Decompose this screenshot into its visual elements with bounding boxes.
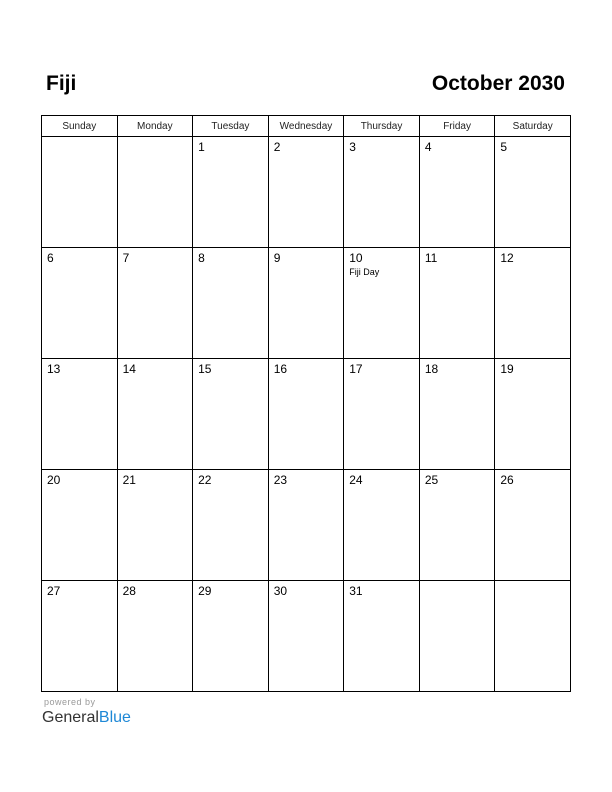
day-number: 28 [122, 584, 136, 598]
brand-logo[interactable] [42, 708, 131, 728]
weekday-saturday: Saturday [495, 116, 571, 137]
day-cell-content [495, 359, 570, 376]
day-number: 1 [198, 140, 205, 154]
day-number: 27 [47, 584, 61, 598]
day-number: 8 [198, 251, 205, 265]
day-cell-content [420, 581, 495, 584]
week-row [42, 137, 571, 248]
day-number: 19 [500, 362, 514, 376]
day-cell-content [42, 470, 117, 487]
day-cell [268, 581, 344, 692]
day-cell [344, 248, 420, 359]
day-cell [268, 470, 344, 581]
day-number: 30 [273, 584, 288, 598]
day-cell-content [269, 248, 344, 265]
day-cell-content [344, 137, 419, 154]
day-number: 13 [47, 362, 61, 376]
day-cell [117, 359, 193, 470]
day-cell [495, 359, 571, 470]
day-number: 16 [273, 362, 288, 376]
day-number: 15 [198, 362, 212, 376]
day-number: 4 [424, 140, 432, 154]
day-cell-content [269, 581, 344, 598]
day-cell-content [344, 359, 419, 376]
week-row [42, 581, 571, 692]
day-cell-content [344, 470, 419, 487]
day-cell [193, 470, 269, 581]
day-number: 7 [122, 251, 130, 265]
day-cell-content [495, 581, 570, 584]
day-cell-content [344, 248, 419, 278]
day-cell [495, 137, 571, 248]
day-cell [193, 137, 269, 248]
day-number: 17 [349, 362, 363, 376]
day-cell [419, 359, 495, 470]
day-cell-content [344, 581, 419, 598]
day-cell [193, 248, 269, 359]
day-cell [419, 470, 495, 581]
day-cell [42, 359, 118, 470]
weekday-thursday: Thursday [344, 116, 420, 137]
weekday-monday: Monday [117, 116, 193, 137]
day-cell [117, 137, 193, 248]
day-cell [117, 470, 193, 581]
week-row [42, 248, 571, 359]
day-cell-content [269, 359, 344, 376]
day-cell-content [193, 470, 268, 487]
day-cell [344, 581, 420, 692]
day-number: 25 [424, 473, 439, 487]
day-cell [268, 137, 344, 248]
weekday-sunday: Sunday [42, 116, 118, 137]
day-cell-content [193, 248, 268, 265]
day-number: 29 [198, 584, 212, 598]
day-number: 23 [273, 473, 288, 487]
day-cell-content [269, 137, 344, 154]
day-cell-content [118, 470, 193, 487]
day-number: 12 [500, 251, 514, 265]
day-number: 22 [198, 473, 212, 487]
day-number: 9 [273, 251, 281, 265]
country-title: Fiji [46, 72, 77, 95]
day-cell-content [118, 581, 193, 598]
day-cell-content [193, 137, 268, 154]
day-cell [344, 359, 420, 470]
day-cell-content [420, 470, 495, 487]
day-cell [42, 248, 118, 359]
day-cell-content [420, 248, 495, 265]
day-cell [495, 248, 571, 359]
brand-blue-text: Blue [98, 709, 131, 726]
day-cell [419, 137, 495, 248]
day-number: 6 [47, 251, 54, 265]
day-cell [193, 359, 269, 470]
brand-general-text: General [42, 709, 99, 726]
day-cell [117, 248, 193, 359]
weekday-header-row [42, 116, 571, 137]
day-number: 11 [424, 251, 438, 265]
day-number: 31 [349, 584, 363, 598]
powered-by-text: powered by [44, 697, 96, 707]
day-cell [268, 359, 344, 470]
day-cell [268, 248, 344, 359]
day-cell-content [118, 137, 193, 140]
day-cell-content [118, 359, 193, 376]
day-number: 26 [500, 473, 514, 487]
week-row [42, 359, 571, 470]
weekday-tuesday: Tuesday [193, 116, 269, 137]
day-cell-content [42, 248, 117, 265]
day-cell-content [193, 359, 268, 376]
holiday-label: Fiji Day [349, 267, 380, 277]
day-cell-content [118, 248, 193, 265]
day-number: 24 [349, 473, 363, 487]
day-number: 3 [349, 140, 356, 154]
day-cell [419, 248, 495, 359]
day-cell-content [495, 470, 570, 487]
day-cell-content [193, 581, 268, 598]
day-cell-content [495, 248, 570, 265]
day-number: 20 [47, 473, 61, 487]
day-cell [495, 581, 571, 692]
day-cell-content [42, 359, 117, 376]
month-title: October 2030 [431, 72, 565, 95]
day-cell [344, 470, 420, 581]
day-cell-content [420, 359, 495, 376]
day-cell-content [269, 470, 344, 487]
day-cell [42, 581, 118, 692]
day-number: 5 [500, 140, 508, 154]
day-cell-content [420, 137, 495, 154]
day-cell-content [495, 137, 570, 154]
day-cell [193, 581, 269, 692]
weekday-friday: Friday [419, 116, 495, 137]
day-number: 2 [273, 140, 281, 154]
day-cell-content [42, 581, 117, 598]
day-number: 10 [349, 251, 363, 265]
day-number: 21 [122, 473, 136, 487]
day-number: 18 [424, 362, 439, 376]
footer-branding [42, 697, 131, 728]
day-cell [42, 470, 118, 581]
day-cell [42, 137, 118, 248]
week-row [42, 470, 571, 581]
day-cell [117, 581, 193, 692]
calendar-grid [41, 115, 571, 692]
day-cell [344, 137, 420, 248]
weekday-wednesday: Wednesday [268, 116, 344, 137]
day-cell [419, 581, 495, 692]
day-number: 14 [122, 362, 136, 376]
day-cell-content [42, 137, 117, 140]
day-cell [495, 470, 571, 581]
